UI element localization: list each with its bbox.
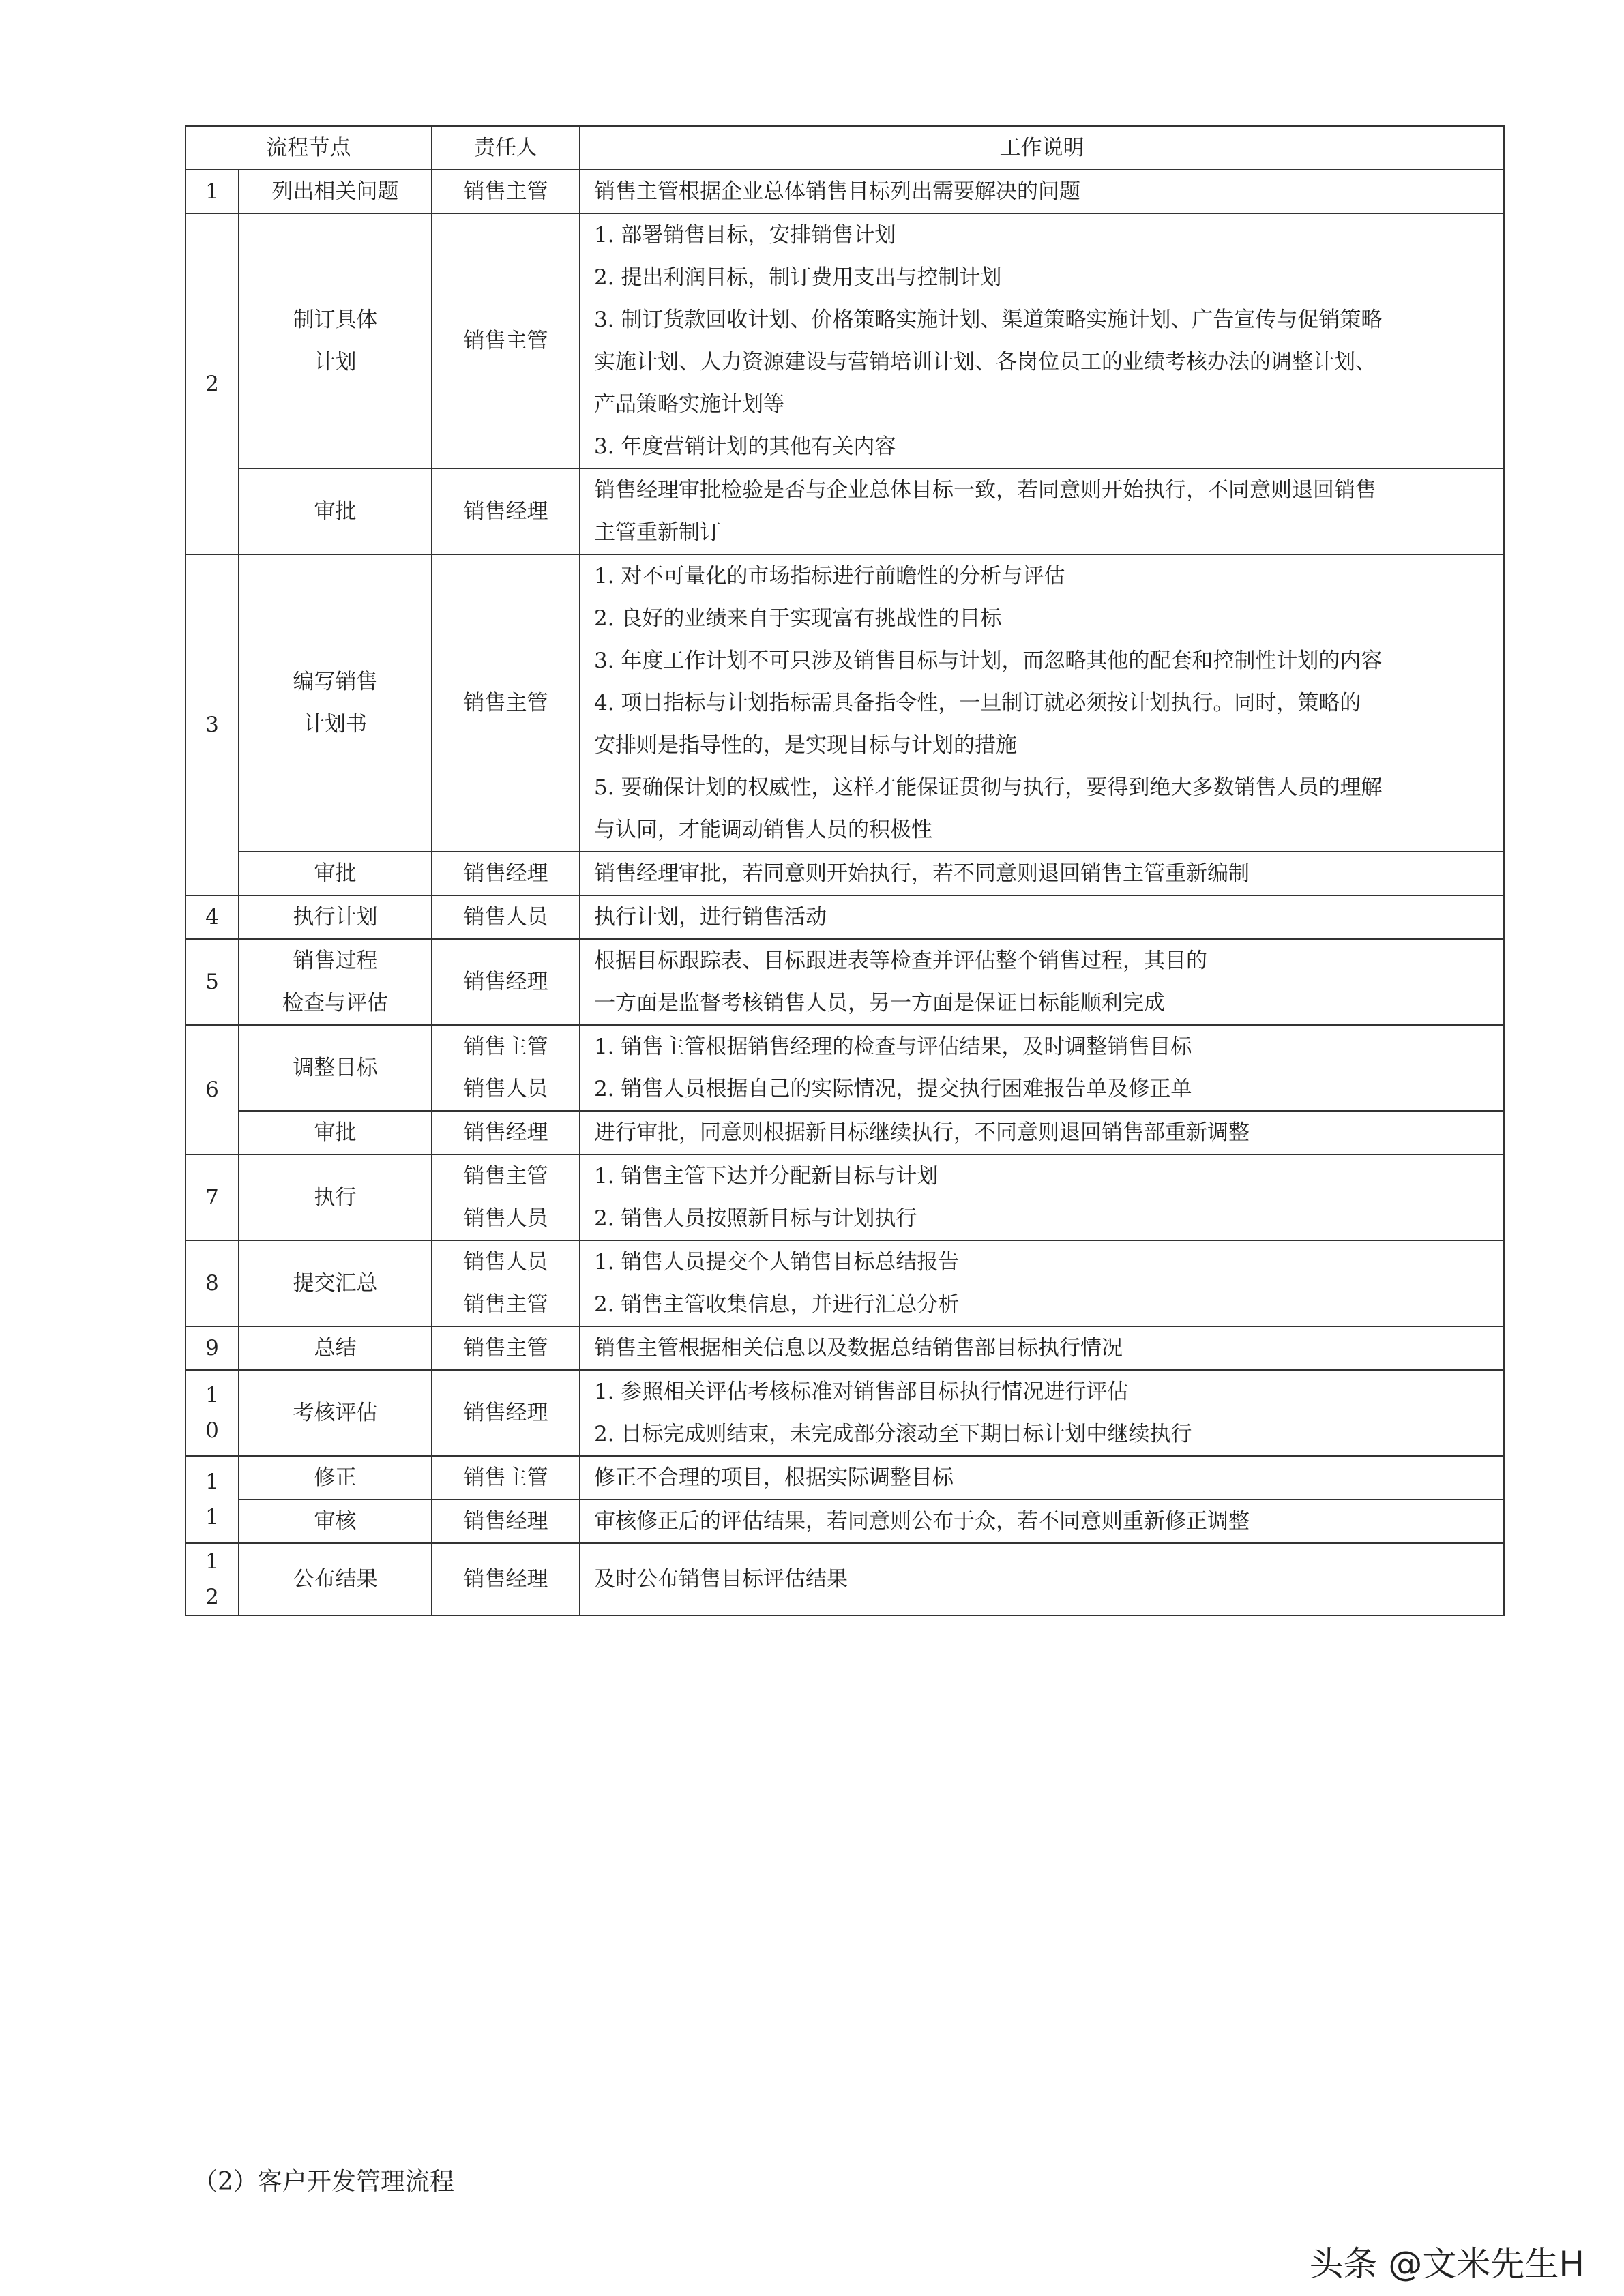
flow-node: 销售过程 检查与评估: [239, 939, 432, 1025]
header-node: 流程节点: [186, 126, 432, 170]
work-description: 根据目标跟踪表、目标跟进表等检查并评估整个销售过程，其目的 一方面是监督考核销售人员，另一方面是保证目标能顺利完成: [580, 939, 1504, 1025]
work-description: 及时公布销售目标评估结果: [580, 1543, 1504, 1615]
flow-node: 审批: [239, 852, 432, 895]
table-row: [186, 468, 1504, 554]
table-row: [186, 1154, 1504, 1240]
flow-node: 编写销售 计划书: [239, 554, 432, 852]
owner: 销售经理: [432, 1543, 580, 1615]
step-number: 2: [186, 213, 239, 554]
flow-node: 修正: [239, 1456, 432, 1500]
section-caption: （2）客户开发管理流程: [193, 2168, 454, 2196]
table-row: [186, 1543, 1504, 1615]
work-description: 进行审批，同意则根据新目标继续执行，不同意则退回销售部重新调整: [580, 1111, 1504, 1154]
owner: 销售经理: [432, 852, 580, 895]
owner: 销售经理: [432, 468, 580, 554]
table-row: [186, 852, 1504, 895]
owner: 销售主管 销售人员: [432, 1025, 580, 1111]
table-row: [186, 1326, 1504, 1370]
work-description: 销售主管根据企业总体销售目标列出需要解决的问题: [580, 170, 1504, 213]
step-number: 3: [186, 554, 239, 895]
work-description: 1. 销售人员提交个人销售目标总结报告 2. 销售主管收集信息，并进行汇总分析: [580, 1240, 1504, 1326]
flow-node: 审核: [239, 1500, 432, 1543]
work-description: 1. 销售主管根据销售经理的检查与评估结果，及时调整销售目标 2. 销售人员根据自己的实际情况，提交执行困难报告单及修正单: [580, 1025, 1504, 1111]
flow-node: 制订具体 计划: [239, 213, 432, 468]
work-description: 1. 对不可量化的市场指标进行前瞻性的分析与评估 2. 良好的业绩来自于实现富有挑战性的目标 3. 年度工作计划不可只涉及销售目标与计划，而忽略其他的配套和控制性计划的内容 4. 项目指标与计划指标需具备指令性，一旦制订就必须按计划执行。同时，策略的 安排则是指导性的，是实现目标与计划的措施 5. 要确保计划的权威性，这样才能保证贯彻与执行，要得到绝大多数销售人员的理解 与认同，才能调动销售人员的积极性: [580, 554, 1504, 852]
table-row: [186, 1370, 1504, 1456]
flow-node: 考核评估: [239, 1370, 432, 1456]
table-row: [186, 1240, 1504, 1326]
table-row: [186, 1456, 1504, 1500]
work-description: 销售主管根据相关信息以及数据总结销售部目标执行情况: [580, 1326, 1504, 1370]
table-row: [186, 895, 1504, 939]
step-number: 8: [186, 1240, 239, 1326]
process-table: [185, 125, 1505, 1616]
flow-node: 调整目标: [239, 1025, 432, 1111]
step-number: 1 0: [186, 1370, 239, 1456]
header-owner: 责任人: [432, 126, 580, 170]
step-number: 1: [186, 170, 239, 213]
owner: 销售主管: [432, 1456, 580, 1500]
flow-node: 审批: [239, 468, 432, 554]
owner: 销售经理: [432, 1111, 580, 1154]
owner: 销售主管: [432, 554, 580, 852]
owner: 销售主管 销售人员: [432, 1154, 580, 1240]
table-row: [186, 1025, 1504, 1111]
step-number: 7: [186, 1154, 239, 1240]
owner: 销售经理: [432, 1500, 580, 1543]
step-number: 1 1: [186, 1456, 239, 1543]
flow-node: 列出相关问题: [239, 170, 432, 213]
step-number: 4: [186, 895, 239, 939]
flow-node: 审批: [239, 1111, 432, 1154]
table-row: [186, 1500, 1504, 1543]
work-description: 1. 销售主管下达并分配新目标与计划 2. 销售人员按照新目标与计划执行: [580, 1154, 1504, 1240]
flow-node: 总结: [239, 1326, 432, 1370]
work-description: 销售经理审批，若同意则开始执行，若不同意则退回销售主管重新编制: [580, 852, 1504, 895]
owner: 销售主管: [432, 1326, 580, 1370]
work-description: 修正不合理的项目，根据实际调整目标: [580, 1456, 1504, 1500]
flow-node: 执行: [239, 1154, 432, 1240]
owner: 销售经理: [432, 939, 580, 1025]
table-row: [186, 1111, 1504, 1154]
work-description: 销售经理审批检验是否与企业总体目标一致，若同意则开始执行，不同意则退回销售 主管重新制订: [580, 468, 1504, 554]
table-row: [186, 554, 1504, 852]
table-header-row: [186, 126, 1504, 170]
work-description: 1. 部署销售目标，安排销售计划 2. 提出利润目标，制订费用支出与控制计划 3. 制订货款回收计划、价格策略实施计划、渠道策略实施计划、广告宣传与促销策略 实施计划、人力资源建设与营销培训计划、各岗位员工的业绩考核办法的调整计划、 产品策略实施计划等 3. 年度营销计划的其他有关内容: [580, 213, 1504, 468]
step-number: 9: [186, 1326, 239, 1370]
step-number: 1 2: [186, 1543, 239, 1615]
owner: 销售主管: [432, 170, 580, 213]
owner: 销售主管: [432, 213, 580, 468]
work-description: 执行计划，进行销售活动: [580, 895, 1504, 939]
table-row: [186, 213, 1504, 468]
flow-node: 执行计划: [239, 895, 432, 939]
owner: 销售人员 销售主管: [432, 1240, 580, 1326]
header-desc: 工作说明: [580, 126, 1504, 170]
flow-node: 提交汇总: [239, 1240, 432, 1326]
table-row: [186, 170, 1504, 213]
work-description: 审核修正后的评估结果，若同意则公布于众，若不同意则重新修正调整: [580, 1500, 1504, 1543]
owner: 销售人员: [432, 895, 580, 939]
flow-node: 公布结果: [239, 1543, 432, 1615]
step-number: 5: [186, 939, 239, 1025]
owner: 销售经理: [432, 1370, 580, 1456]
step-number: 6: [186, 1025, 239, 1154]
work-description: 1. 参照相关评估考核标准对销售部目标执行情况进行评估 2. 目标完成则结束，未完成部分滚动至下期目标计划中继续执行: [580, 1370, 1504, 1456]
table-row: [186, 939, 1504, 1025]
watermark: 头条 @文米先生H: [1309, 2244, 1584, 2284]
